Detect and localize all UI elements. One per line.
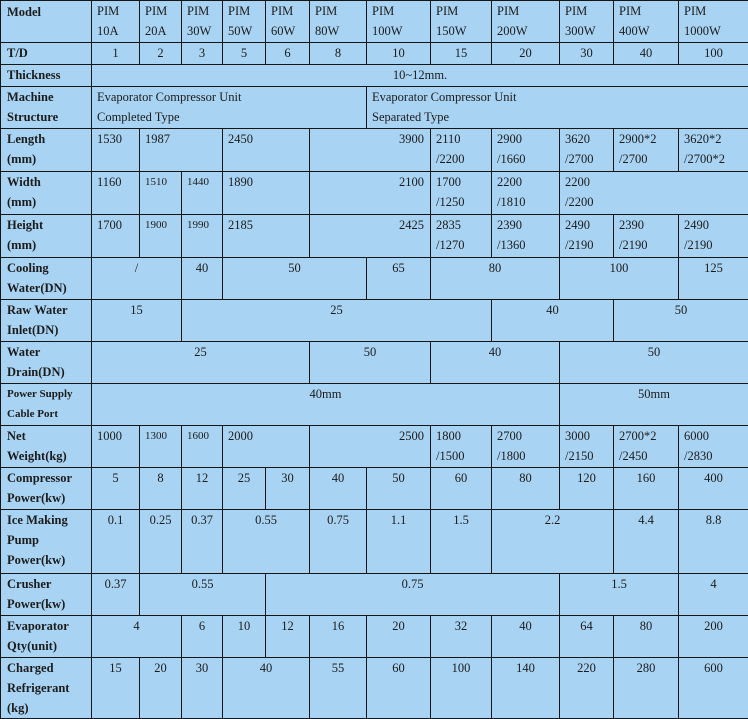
refrigerant-cell: 55 xyxy=(310,658,367,719)
raw-water-header: Raw Water Inlet(DN) xyxy=(1,300,92,342)
evaporator-qty-header: Evaporator Qty(unit) xyxy=(1,616,92,658)
cooling-water-cell: 65 xyxy=(367,258,431,300)
height-cell: 2490 /2190 xyxy=(560,215,614,258)
refrigerant-cell: 15 xyxy=(92,658,140,719)
height-row xyxy=(1,215,748,258)
power-supply-cell: 50mm xyxy=(560,384,748,426)
height-cell: 2185 xyxy=(223,215,310,258)
refrigerant-cell: 600 xyxy=(679,658,748,719)
pump-power-cell: 4.4 xyxy=(614,510,679,574)
water-drain-cell: 25 xyxy=(92,342,310,384)
model-cell: PIM 50W xyxy=(223,1,266,43)
length-cell: 2450 xyxy=(223,129,310,172)
height-cell: 1700 xyxy=(92,215,140,258)
structure-row xyxy=(1,87,748,129)
pump-power-cell: 2.2 xyxy=(492,510,614,574)
width-cell: 1160 xyxy=(92,172,140,215)
compressor-power-cell: 60 xyxy=(431,468,492,510)
model-cell: PIM 400W xyxy=(614,1,679,43)
compressor-power-cell: 30 xyxy=(266,468,310,510)
cooling-water-row xyxy=(1,258,748,300)
crusher-power-cell: 0.75 xyxy=(266,574,560,616)
structure-separated: Evaporator Compressor Unit Separated Type xyxy=(367,87,748,129)
td-cell: 3 xyxy=(182,43,223,65)
height-cell: 2835 /1270 xyxy=(431,215,492,258)
net-weight-cell: 3000 /2150 xyxy=(560,426,614,468)
model-row xyxy=(1,1,748,43)
td-cell: 8 xyxy=(310,43,367,65)
cooling-water-cell: / xyxy=(92,258,182,300)
length-cell: 1530 xyxy=(92,129,140,172)
crusher-power-header: Crusher Power(kw) xyxy=(1,574,92,616)
compressor-power-cell: 80 xyxy=(492,468,560,510)
pump-power-row xyxy=(1,510,748,574)
crusher-power-cell: 1.5 xyxy=(560,574,679,616)
model-cell: PIM 300W xyxy=(560,1,614,43)
evaporator-qty-row xyxy=(1,616,748,658)
power-supply-row xyxy=(1,384,748,426)
model-cell: PIM 150W xyxy=(431,1,492,43)
model-cell: PIM 60W xyxy=(266,1,310,43)
td-header: T/D xyxy=(1,43,92,65)
power-supply-header: Power Supply Cable Port xyxy=(1,384,92,426)
td-cell: 6 xyxy=(266,43,310,65)
evaporator-qty-cell: 64 xyxy=(560,616,614,658)
refrigerant-row xyxy=(1,658,748,719)
water-drain-cell: 50 xyxy=(560,342,748,384)
raw-water-cell: 40 xyxy=(492,300,614,342)
length-row xyxy=(1,129,748,172)
evaporator-qty-cell: 10 xyxy=(223,616,266,658)
evaporator-qty-cell: 12 xyxy=(266,616,310,658)
td-cell: 40 xyxy=(614,43,679,65)
td-cell: 30 xyxy=(560,43,614,65)
compressor-power-cell: 120 xyxy=(560,468,614,510)
compressor-power-cell: 5 xyxy=(92,468,140,510)
length-cell: 3620*2 /2700*2 xyxy=(679,129,748,172)
net-weight-cell: 1000 xyxy=(92,426,140,468)
refrigerant-cell: 220 xyxy=(560,658,614,719)
evaporator-qty-cell: 20 xyxy=(367,616,431,658)
compressor-power-row xyxy=(1,468,748,510)
pump-power-cell: 0.75 xyxy=(310,510,367,574)
cooling-water-cell: 50 xyxy=(223,258,367,300)
height-cell: 2390 /2190 xyxy=(614,215,679,258)
length-cell: 2900*2 /2700 xyxy=(614,129,679,172)
compressor-power-cell: 50 xyxy=(367,468,431,510)
height-cell: 2390 /1360 xyxy=(492,215,560,258)
evaporator-qty-cell: 200 xyxy=(679,616,748,658)
net-weight-cell: 2500 xyxy=(310,426,431,468)
net-weight-cell: 1800 /1500 xyxy=(431,426,492,468)
evaporator-qty-cell: 16 xyxy=(310,616,367,658)
net-weight-cell: 1300 xyxy=(140,426,182,468)
compressor-power-cell: 40 xyxy=(310,468,367,510)
model-cell: PIM 80W xyxy=(310,1,367,43)
length-cell: 2900 /1660 xyxy=(492,129,560,172)
raw-water-cell: 15 xyxy=(92,300,182,342)
raw-water-cell: 25 xyxy=(182,300,492,342)
refrigerant-cell: 140 xyxy=(492,658,560,719)
width-cell: 1890 xyxy=(223,172,310,215)
evaporator-qty-cell: 6 xyxy=(182,616,223,658)
refrigerant-cell: 60 xyxy=(367,658,431,719)
length-cell: 3620 /2700 xyxy=(560,129,614,172)
refrigerant-header: Charged Refrigerant (kg) xyxy=(1,658,92,719)
td-row xyxy=(1,43,748,65)
pump-power-header: Ice Making Pump Power(kw) xyxy=(1,510,92,574)
raw-water-row xyxy=(1,300,748,342)
pump-power-cell: 0.25 xyxy=(140,510,182,574)
net-weight-cell: 2700 /1800 xyxy=(492,426,560,468)
td-cell: 1 xyxy=(92,43,140,65)
model-cell: PIM 10A xyxy=(92,1,140,43)
pump-power-cell: 8.8 xyxy=(679,510,748,574)
height-cell: 2425 xyxy=(310,215,431,258)
width-cell: 1510 xyxy=(140,172,182,215)
compressor-power-cell: 8 xyxy=(140,468,182,510)
compressor-power-cell: 25 xyxy=(223,468,266,510)
length-cell: 1987 xyxy=(140,129,223,172)
pump-power-cell: 0.37 xyxy=(182,510,223,574)
refrigerant-cell: 20 xyxy=(140,658,182,719)
width-cell: 1700 /1250 xyxy=(431,172,492,215)
refrigerant-cell: 40 xyxy=(223,658,310,719)
height-cell: 1990 xyxy=(182,215,223,258)
water-drain-cell: 40 xyxy=(431,342,560,384)
length-cell: 3900 xyxy=(310,129,431,172)
refrigerant-cell: 100 xyxy=(431,658,492,719)
crusher-power-row xyxy=(1,574,748,616)
compressor-power-cell: 12 xyxy=(182,468,223,510)
height-cell: 1900 xyxy=(140,215,182,258)
net-weight-cell: 2700*2 /2450 xyxy=(614,426,679,468)
compressor-power-header: Compressor Power(kw) xyxy=(1,468,92,510)
pump-power-cell: 0.55 xyxy=(223,510,310,574)
water-drain-row xyxy=(1,342,748,384)
structure-header: Machine Structure xyxy=(1,87,92,129)
height-header: Height (mm) xyxy=(1,215,92,258)
width-cell: 1440 xyxy=(182,172,223,215)
pump-power-cell: 0.1 xyxy=(92,510,140,574)
pump-power-cell: 1.1 xyxy=(367,510,431,574)
td-cell: 100 xyxy=(679,43,748,65)
crusher-power-cell: 0.55 xyxy=(140,574,266,616)
model-cell: PIM 100W xyxy=(367,1,431,43)
td-cell: 5 xyxy=(223,43,266,65)
water-drain-header: Water Drain(DN) xyxy=(1,342,92,384)
water-drain-cell: 50 xyxy=(310,342,431,384)
cooling-water-cell: 40 xyxy=(182,258,223,300)
refrigerant-cell: 30 xyxy=(182,658,223,719)
evaporator-qty-cell: 32 xyxy=(431,616,492,658)
pump-power-cell: 1.5 xyxy=(431,510,492,574)
model-header: Model xyxy=(1,1,92,43)
thickness-row xyxy=(1,65,748,87)
power-supply-cell: 40mm xyxy=(92,384,560,426)
width-cell: 2200 /1810 xyxy=(492,172,560,215)
net-weight-row xyxy=(1,426,748,468)
model-cell: PIM 200W xyxy=(492,1,560,43)
length-header: Length (mm) xyxy=(1,129,92,172)
cooling-water-cell: 80 xyxy=(431,258,560,300)
thickness-value: 10~12mm. xyxy=(92,65,748,87)
width-row xyxy=(1,172,748,215)
width-cell: 2100 xyxy=(310,172,431,215)
width-header: Width (mm) xyxy=(1,172,92,215)
cooling-water-cell: 125 xyxy=(679,258,748,300)
td-cell: 10 xyxy=(367,43,431,65)
height-cell: 2490 /2190 xyxy=(679,215,748,258)
net-weight-cell: 1600 xyxy=(182,426,223,468)
model-cell: PIM 20A xyxy=(140,1,182,43)
model-cell: PIM 30W xyxy=(182,1,223,43)
evaporator-qty-cell: 4 xyxy=(92,616,182,658)
td-cell: 2 xyxy=(140,43,182,65)
structure-completed: Evaporator Compressor Unit Completed Type xyxy=(92,87,367,129)
net-weight-cell: 6000 /2830 xyxy=(679,426,748,468)
width-cell: 2200 /2200 xyxy=(560,172,748,215)
evaporator-qty-cell: 80 xyxy=(614,616,679,658)
length-cell: 2110 /2200 xyxy=(431,129,492,172)
raw-water-cell: 50 xyxy=(614,300,748,342)
crusher-power-cell: 4 xyxy=(679,574,748,616)
crusher-power-cell: 0.37 xyxy=(92,574,140,616)
evaporator-qty-cell: 40 xyxy=(492,616,560,658)
td-cell: 20 xyxy=(492,43,560,65)
thickness-header: Thickness xyxy=(1,65,92,87)
net-weight-cell: 2000 xyxy=(223,426,310,468)
cooling-water-header: Cooling Water(DN) xyxy=(1,258,92,300)
refrigerant-cell: 280 xyxy=(614,658,679,719)
compressor-power-cell: 160 xyxy=(614,468,679,510)
model-cell: PIM 1000W xyxy=(679,1,748,43)
cooling-water-cell: 100 xyxy=(560,258,679,300)
compressor-power-cell: 400 xyxy=(679,468,748,510)
td-cell: 15 xyxy=(431,43,492,65)
net-weight-header: Net Weight(kg) xyxy=(1,426,92,468)
